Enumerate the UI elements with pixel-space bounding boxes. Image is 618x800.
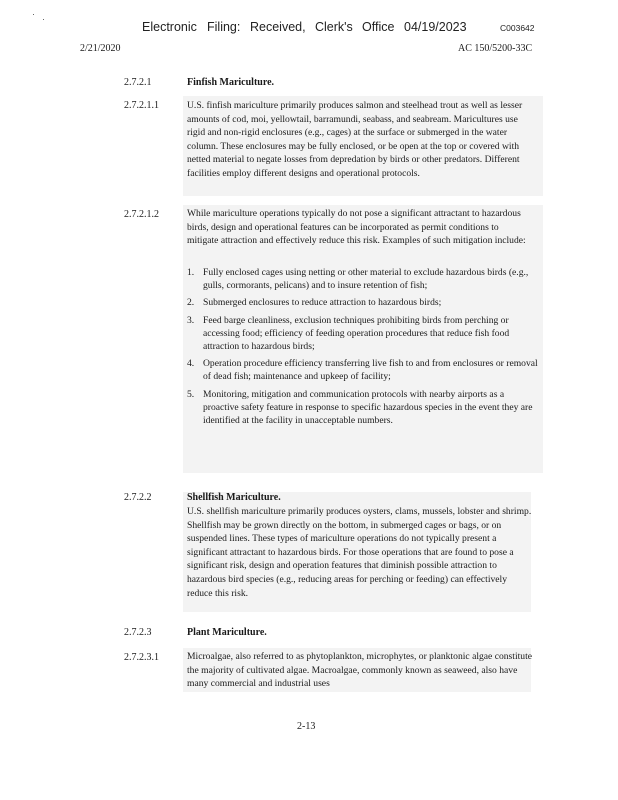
- list-item: [187, 296, 539, 309]
- list-item: [187, 266, 539, 292]
- stamp-code: C003642: [500, 23, 535, 33]
- paragraph-text: While mariculture operations typically do not pose a significant attractant to hazardous birds, design and operational features can be incorporated as permit conditions to mitigate attraction and effectively reduce this risk. Examples of such mitigation include:: [187, 208, 526, 247]
- paragraph: [187, 505, 532, 600]
- header-doc-id: AC 150/5200-33C: [458, 43, 533, 54]
- paragraph: [187, 650, 532, 691]
- stamp-word: Office: [362, 20, 395, 34]
- section-number: 2.7.2.1.1: [124, 100, 159, 111]
- list-item-text: Submerged enclosures to reduce attraction to hazardous birds;: [203, 297, 442, 309]
- list-item-number: 3.: [187, 314, 195, 326]
- section-number: 2.7.2.1.2: [124, 209, 159, 220]
- stamp-word: Filing:: [207, 20, 241, 34]
- list-item: [187, 388, 539, 428]
- header-date: 2/21/2020: [80, 43, 121, 54]
- section-number: 2.7.2.3: [124, 627, 152, 638]
- section-number: 2.7.2.2: [124, 492, 152, 503]
- scan-speck: [43, 19, 44, 20]
- page-number: 2-13: [297, 721, 316, 732]
- list-item-text: Monitoring, mitigation and communication protocols with nearby airports as a proactive safety feature in response to specific hazardous species in the event they are identified at the facility in unacceptable numbers.: [203, 388, 533, 427]
- stamp-date: 04/19/2023: [404, 20, 467, 34]
- stamp-word: Clerk's: [315, 20, 353, 34]
- list-item-text: Fully enclosed cages using netting or other material to exclude hazardous birds (e.g., gulls, cormorants, pelicans) and to insure retention of fish;: [203, 267, 529, 292]
- list-item-text: Operation procedure efficiency transferring live fish to and from enclosures or removal of dead fish; maintenance and upkeep of facility;: [203, 358, 538, 383]
- section-title: Plant Mariculture.: [187, 627, 267, 638]
- section-number: 2.7.2.1: [124, 77, 152, 88]
- scan-speck: [33, 14, 34, 15]
- paragraph-text: Microalgae, also referred to as phytoplankton, microphytes, or planktonic algae constitute the majority of cultivated algae. Macroalgae, commonly known as seaweed, also have many commercial and industrial uses: [187, 651, 533, 690]
- list-item-text: Feed barge cleanliness, exclusion techniques prohibiting birds from perching or accessing food; efficiency of feeding operation procedures that reduce fish food attraction to hazardous birds;: [203, 314, 510, 353]
- list-item: [187, 357, 539, 383]
- list-item-number: 4.: [187, 358, 195, 370]
- list-item-number: 5.: [187, 388, 195, 400]
- list-item: [187, 314, 539, 354]
- section-title: Finfish Mariculture.: [187, 77, 275, 88]
- paragraph-text: U.S. shellfish mariculture primarily produces oysters, clams, mussels, lobster and shrimp. Shellfish may be grown directly on the bottom, in submerged cages or bags, or on suspended lines. These types of mariculture operations do not typically present a significant attractant to hazardous birds. For those operations that are found to pose a significant risk, design and operation features that diminish possible attraction to hazardous bird species (e.g., reducing areas for perching or feeding) can effectively reduce this risk.: [187, 506, 532, 599]
- section-title: Shellfish Mariculture.: [187, 492, 281, 503]
- stamp-word: Electronic: [142, 20, 197, 34]
- list-item-number: 1.: [187, 267, 195, 278]
- list-item-number: 2.: [187, 297, 195, 309]
- section-number: 2.7.2.3.1: [124, 652, 159, 663]
- mitigation-list: [187, 266, 539, 431]
- paragraph: [187, 99, 532, 181]
- stamp-word: Received,: [250, 20, 306, 34]
- paragraph-text: U.S. finfish mariculture primarily produces salmon and steelhead trout as well as lesser amounts of cod, moi, yellowtail, barramundi, seabass, and seabream. Maricultures use rigid and non-rigid enclosures (e.g., cages) at the surface or submerged in the water column. These enclosures may be fully enclosed, or be open at the top or covered with netted material to negate losses from depredation by birds or other predators. Different facilities employ different designs and operational protocols.: [187, 100, 523, 179]
- paragraph: [187, 207, 532, 248]
